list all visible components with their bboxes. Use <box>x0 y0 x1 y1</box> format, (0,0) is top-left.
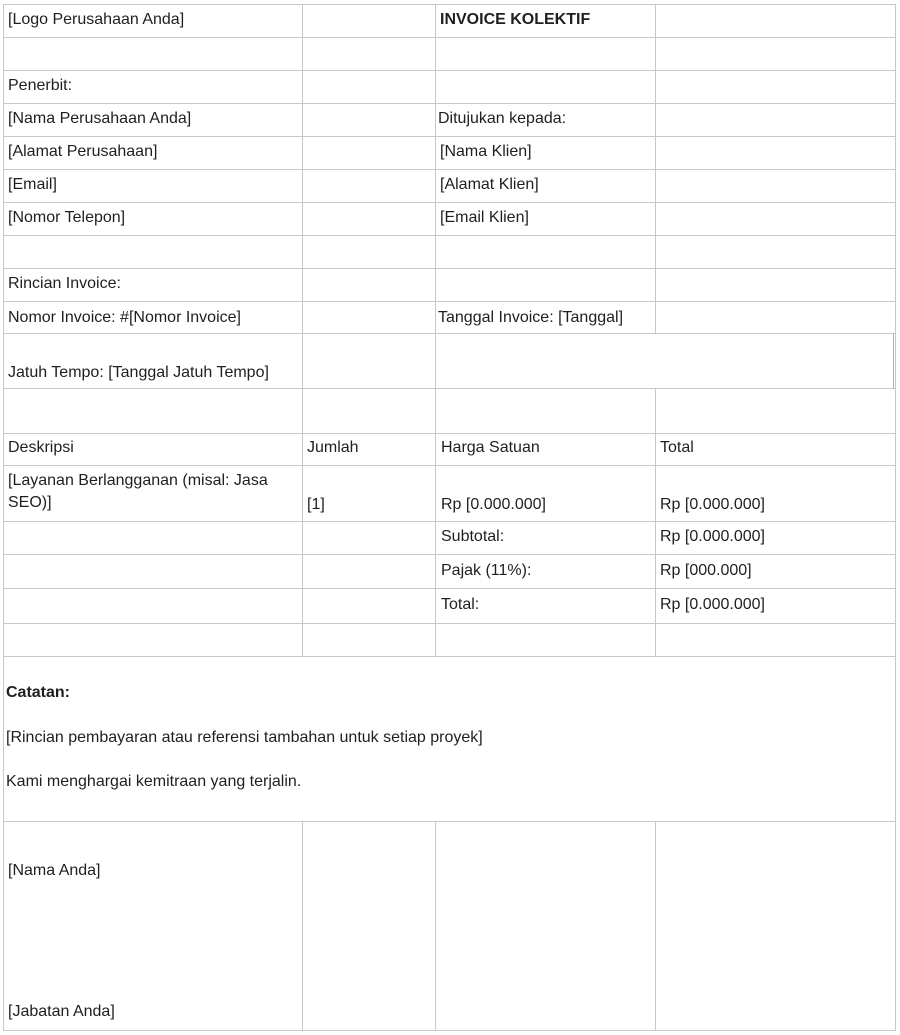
item-unit-price: Rp [0.000.000] <box>441 496 546 513</box>
notes-line-2: Kami menghargai kemitraan yang terjalin. <box>6 773 302 790</box>
signature-name: [Nama Anda] <box>8 862 101 879</box>
issuer-company-name: [Nama Perusahaan Anda] <box>8 110 192 127</box>
grid-line <box>3 235 896 236</box>
invoice-date: Tanggal Invoice: [Tanggal] <box>438 309 624 326</box>
recipient-email: [Email Klien] <box>440 209 529 226</box>
subtotal-value: Rp [0.000.000] <box>660 528 765 545</box>
grid-line <box>3 169 896 170</box>
item-total: Rp [0.000.000] <box>660 496 765 513</box>
grid-line <box>3 4 896 5</box>
recipient-label: Ditujukan kepada: <box>438 110 567 127</box>
grid-line <box>3 202 896 203</box>
grid-line <box>3 623 896 624</box>
invoice-sheet <box>3 4 896 1031</box>
recipient-address: [Alamat Klien] <box>440 176 539 193</box>
grid-line <box>3 103 896 104</box>
grid-line <box>3 388 896 389</box>
grid-line <box>302 821 303 1031</box>
details-label: Rincian Invoice: <box>8 275 121 292</box>
signature-position: [Jabatan Anda] <box>8 1003 115 1020</box>
grid-line <box>3 554 896 555</box>
column-header-unit-price: Harga Satuan <box>441 439 540 456</box>
grid-line <box>3 333 896 334</box>
logo-placeholder: [Logo Perusahaan Anda] <box>8 11 185 28</box>
grid-line <box>302 4 303 656</box>
subtotal-label: Subtotal: <box>441 528 505 545</box>
grid-line <box>3 37 896 38</box>
tax-value: Rp [000.000] <box>660 562 752 579</box>
notes-line-1: [Rincian pembayaran atau referensi tambahan untuk setiap proyek] <box>6 729 483 746</box>
grid-line <box>3 70 896 71</box>
grid-line <box>3 301 896 302</box>
tax-label: Pajak (11%): <box>441 562 532 579</box>
total-value: Rp [0.000.000] <box>660 596 765 613</box>
item-quantity: [1] <box>307 496 325 513</box>
column-header-description: Deskripsi <box>8 439 74 456</box>
grid-line <box>3 821 896 822</box>
column-header-quantity: Jumlah <box>307 439 359 456</box>
grid-line <box>3 136 896 137</box>
issuer-email: [Email] <box>8 176 57 193</box>
grid-line <box>3 588 896 589</box>
due-date: Jatuh Tempo: [Tanggal Jatuh Tempo] <box>8 364 269 381</box>
issuer-phone: [Nomor Telepon] <box>8 209 126 226</box>
grid-line <box>435 821 436 1031</box>
grid-line <box>435 4 436 656</box>
grid-line <box>893 333 894 389</box>
issuer-label: Penerbit: <box>8 77 73 94</box>
grid-line <box>3 4 4 1031</box>
grid-line <box>895 4 896 1031</box>
recipient-name: [Nama Klien] <box>440 143 532 160</box>
issuer-address: [Alamat Perusahaan] <box>8 143 158 160</box>
grid-line <box>3 521 896 522</box>
grid-line <box>3 465 896 466</box>
grid-line <box>3 433 896 434</box>
grid-line <box>3 656 896 657</box>
column-header-total: Total <box>660 439 694 456</box>
notes-title: Catatan: <box>6 684 71 701</box>
grid-line <box>3 268 896 269</box>
grid-line <box>3 1030 896 1031</box>
document-title: INVOICE KOLEKTIF <box>440 11 591 28</box>
total-label: Total: <box>441 596 480 613</box>
grid-line <box>655 388 656 656</box>
grid-line <box>655 821 656 1031</box>
item-description: [Layanan Berlangganan (misal: Jasa SEO)] <box>8 472 268 511</box>
grid-line <box>655 4 656 333</box>
invoice-number: Nomor Invoice: #[Nomor Invoice] <box>8 309 241 326</box>
